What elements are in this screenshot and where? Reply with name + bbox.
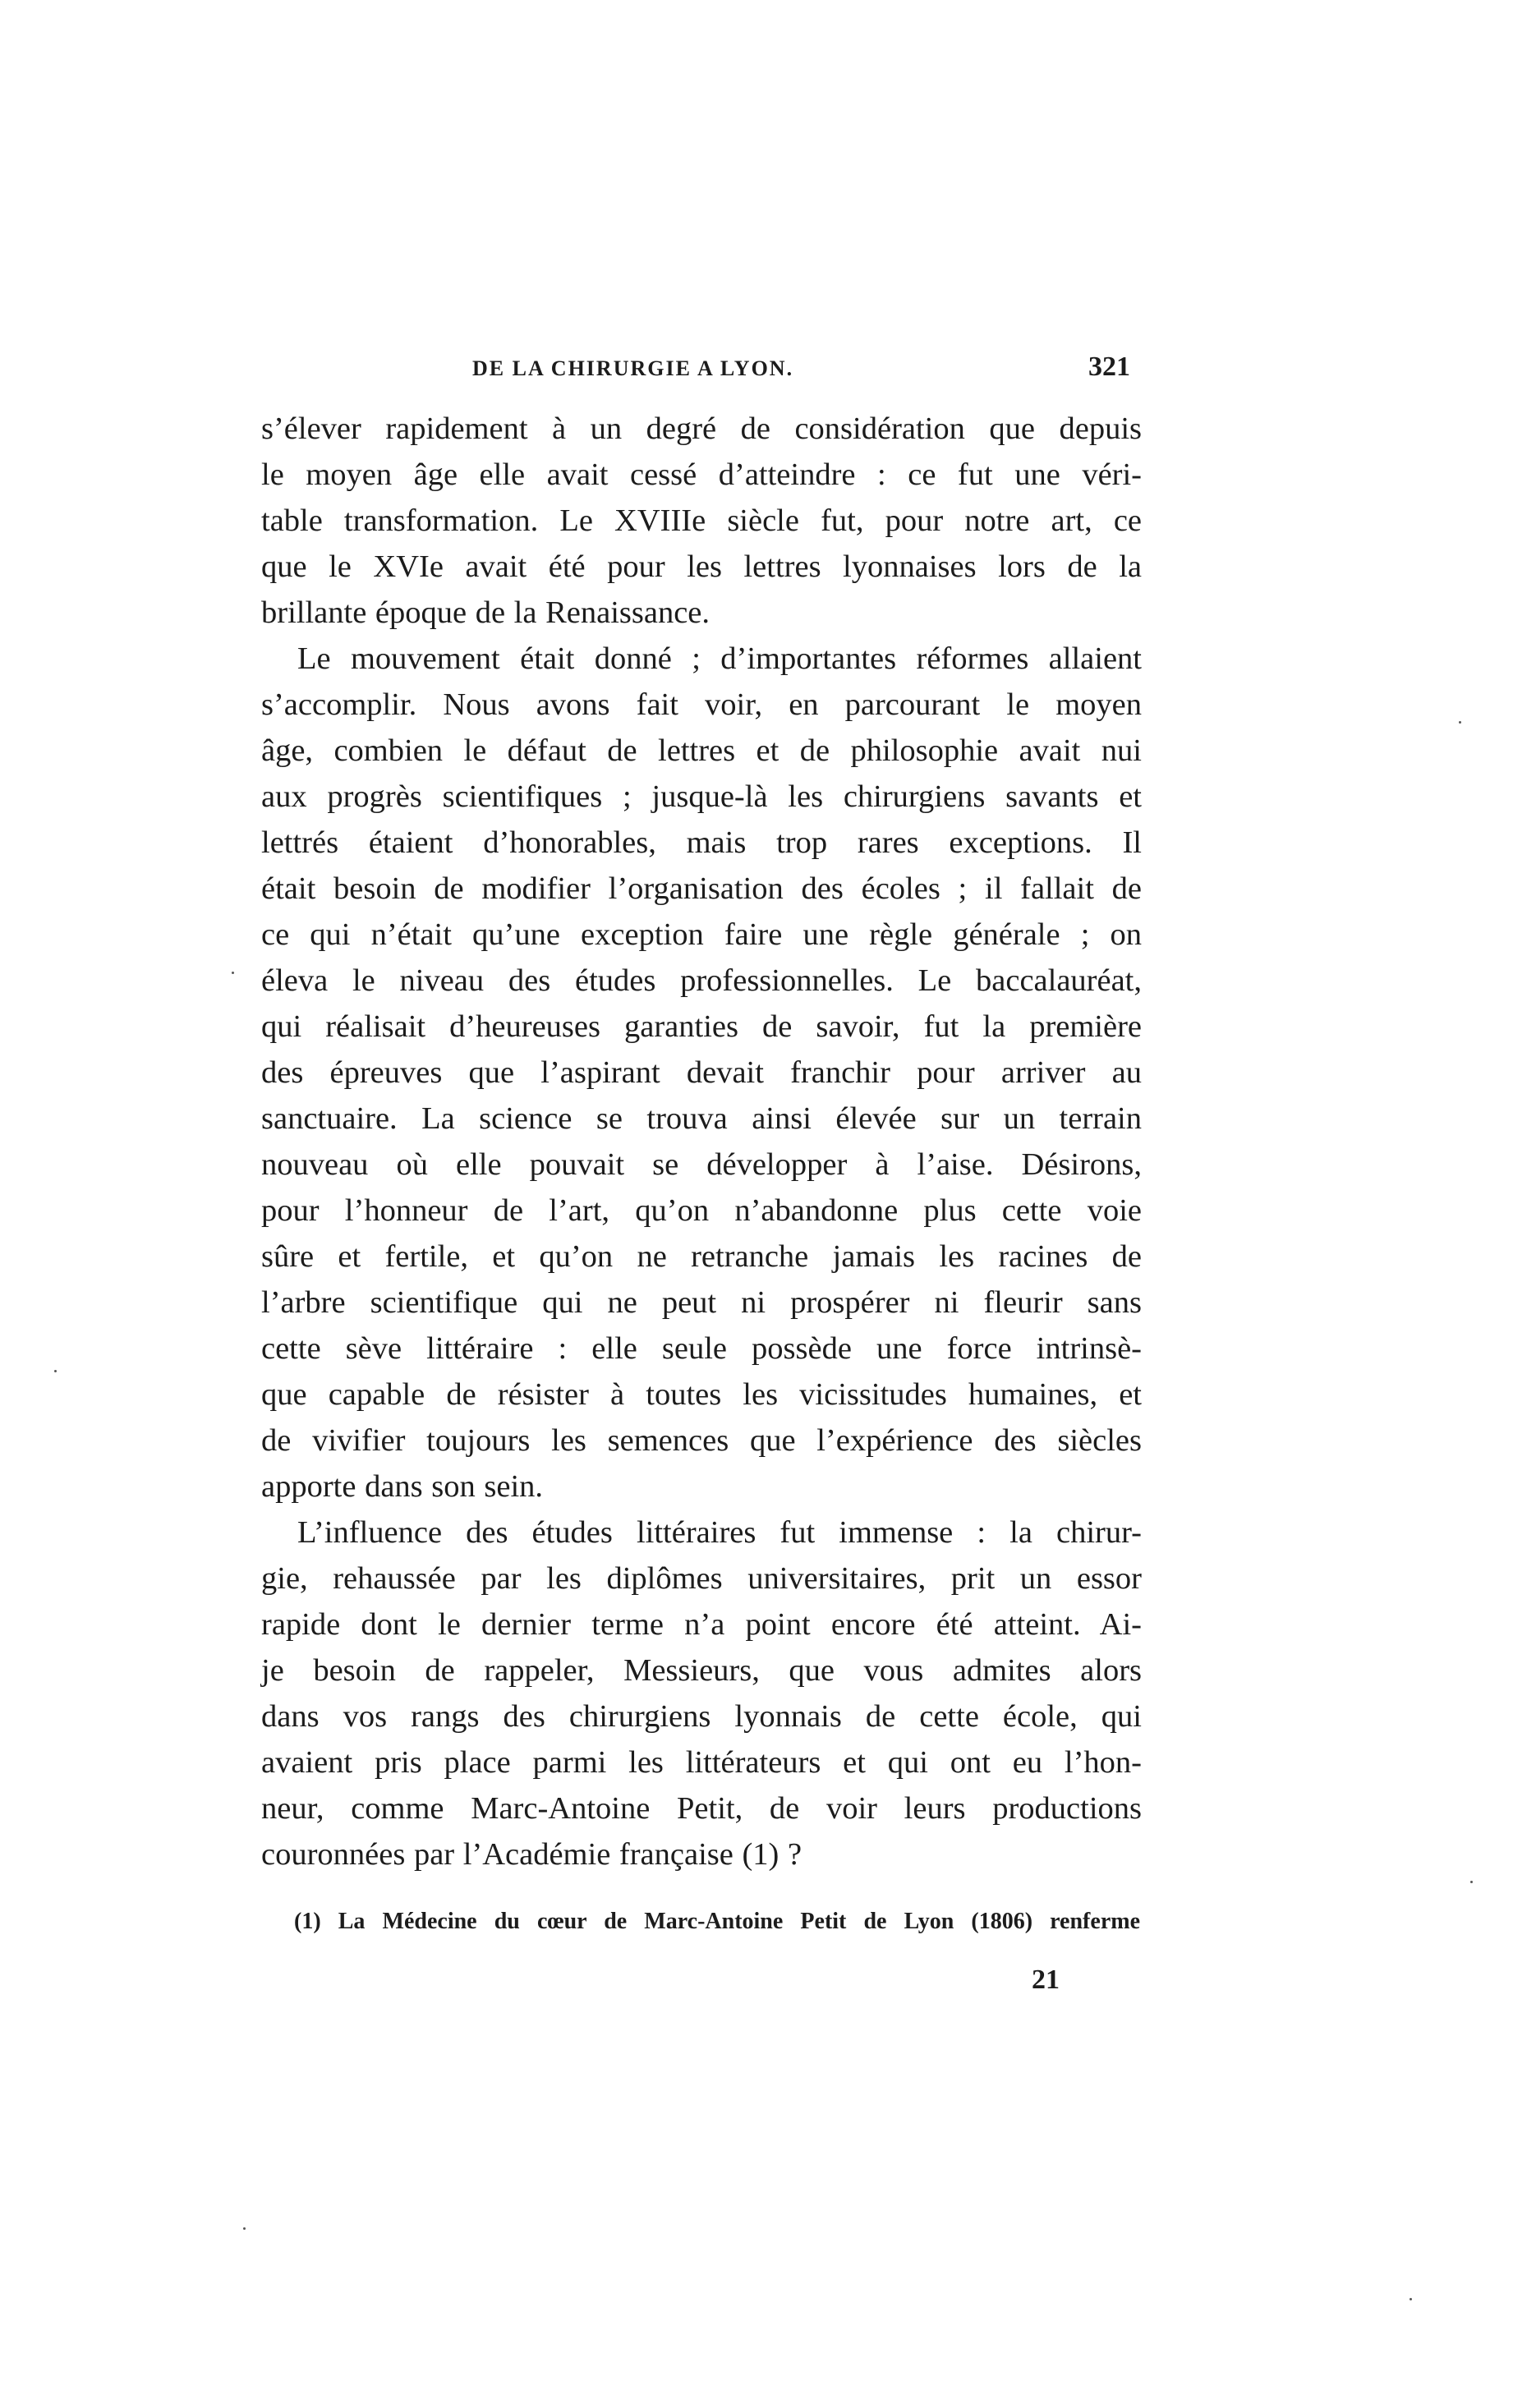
page-number: 321 [1088, 352, 1130, 382]
text-line: de vivifier toujours les semences que l’expérience des siècles [261, 1423, 1142, 1458]
text-line: Le mouvement était donné ; d’importantes réformes allaient [297, 641, 1142, 676]
text-line: brillante époque de la Renaissance. [261, 595, 710, 630]
text-line: sanctuaire. La science se trouva ainsi élevée sur un terrain [261, 1101, 1142, 1136]
text-line: était besoin de modifier l’organisation des écoles ; il fallait de [261, 871, 1142, 906]
text-line: rapide dont le dernier terme n’a point encore été atteint. Ai- [261, 1607, 1142, 1642]
text-line: je besoin de rappeler, Messieurs, que vous admites alors [261, 1653, 1142, 1688]
text-line: apporte dans son sein. [261, 1469, 544, 1504]
text-line: gie, rehaussée par les diplômes universitaires, prit un essor [261, 1561, 1142, 1596]
text-line: dans vos rangs des chirurgiens lyonnais de cette école, qui [261, 1699, 1142, 1734]
footnote: (1) La Médecine du cœur de Marc-Antoine Petit de Lyon (1806) renferme [294, 1909, 1140, 1934]
scan-speck [243, 2227, 246, 2230]
text-line: table transformation. Le XVIIIe siècle fut, pour notre art, ce [261, 503, 1142, 538]
text-line: nouveau où elle pouvait se développer à l’aise. Désirons, [261, 1147, 1142, 1182]
body-text [261, 406, 1142, 1877]
text-line: éleva le niveau des études professionnelles. Le baccalauréat, [261, 963, 1142, 998]
text-line: ce qui n’était qu’une exception faire une règle générale ; on [261, 917, 1142, 952]
signature-mark: 21 [1032, 1965, 1060, 1995]
text-line: neur, comme Marc-Antoine Petit, de voir leurs productions [261, 1791, 1142, 1826]
text-line: lettrés étaient d’honorables, mais trop rares exceptions. Il [261, 825, 1142, 860]
text-line: sûre et fertile, et qu’on ne retranche jamais les racines de [261, 1239, 1142, 1274]
text-line: que capable de résister à toutes les vicissitudes humaines, et [261, 1377, 1142, 1412]
text-line: que le XVIe avait été pour les lettres lyonnaises lors de la [261, 549, 1142, 584]
text-line: âge, combien le défaut de lettres et de philosophie avait nui [261, 733, 1142, 768]
text-line: s’élever rapidement à un degré de considération que depuis [261, 411, 1142, 446]
text-line: des épreuves que l’aspirant devait franchir pour arriver au [261, 1055, 1142, 1090]
text-line: le moyen âge elle avait cessé d’atteindre : ce fut une véri- [261, 457, 1142, 492]
scan-speck [1410, 2298, 1412, 2300]
scan-speck [1459, 721, 1461, 724]
scan-speck [232, 972, 234, 974]
text-line: L’influence des études littéraires fut immense : la chirur- [297, 1515, 1142, 1550]
text-line: qui réalisait d’heureuses garanties de savoir, fut la première [261, 1009, 1142, 1044]
text-line: l’arbre scientifique qui ne peut ni prospérer ni fleurir sans [261, 1285, 1142, 1320]
text-line: aux progrès scientifiques ; jusque-là les chirurgiens savants et [261, 779, 1142, 814]
text-line: couronnées par l’Académie française (1) ? [261, 1837, 802, 1872]
text-line: pour l’honneur de l’art, qu’on n’abandonne plus cette voie [261, 1193, 1142, 1228]
text-line: avaient pris place parmi les littérateurs et qui ont eu l’hon- [261, 1745, 1142, 1780]
text-line: cette sève littéraire : elle seule possède une force intrinsè- [261, 1331, 1142, 1366]
running-title: DE LA CHIRURGIE A LYON. [472, 356, 794, 380]
scan-speck [54, 1370, 57, 1372]
scan-speck [1470, 1881, 1473, 1883]
text-line: s’accomplir. Nous avons fait voir, en parcourant le moyen [261, 687, 1142, 722]
